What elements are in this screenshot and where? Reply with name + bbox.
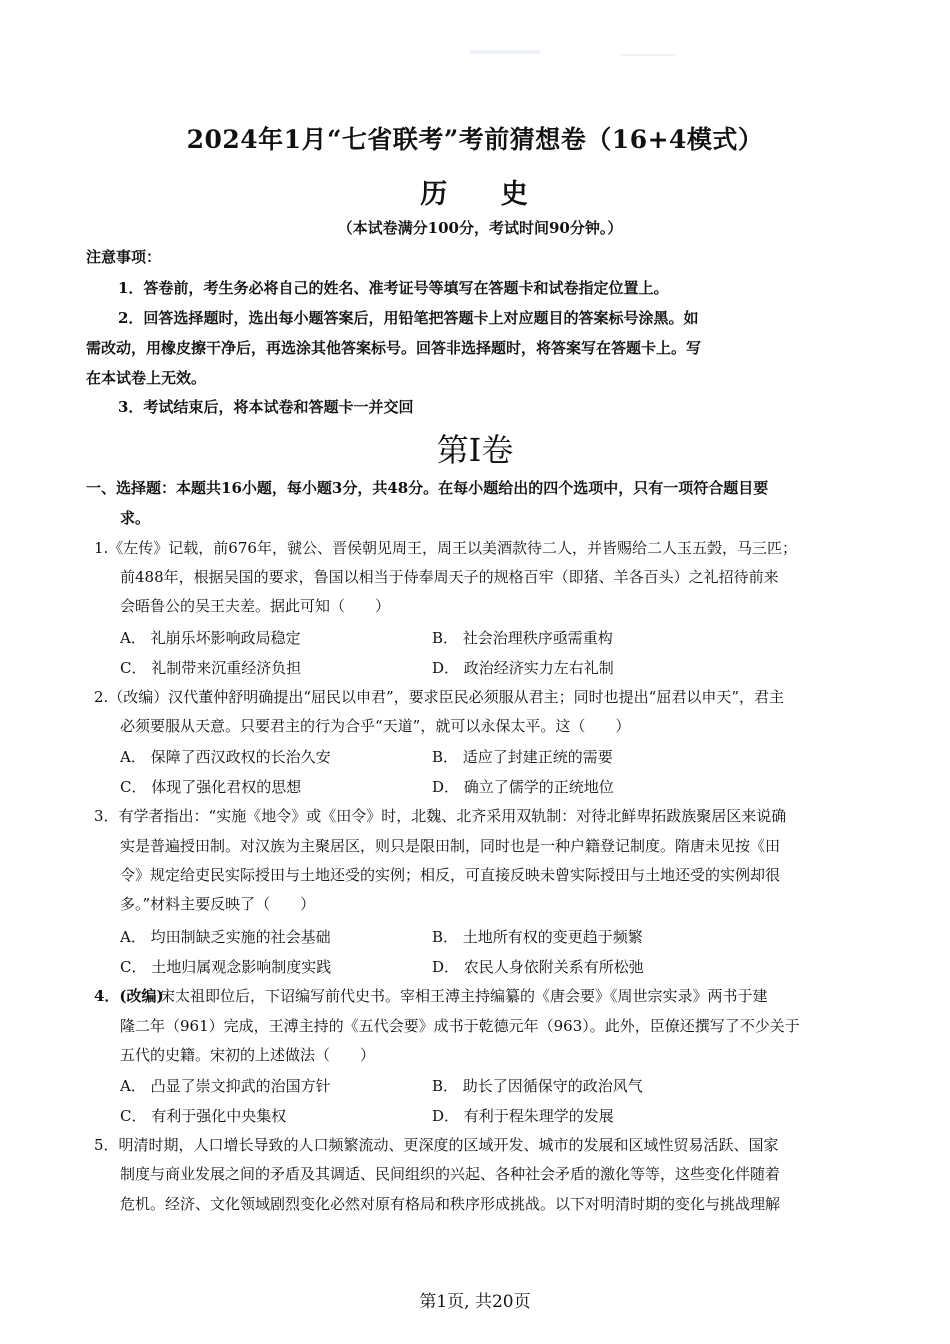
option-c: C． 体现了强化君权的思想 [120, 778, 302, 796]
option-b: B． 社会治理秩序亟需重构 [432, 629, 613, 647]
notice-item-1: 1．答卷前，考生务必将自己的姓名、准考证号等填写在答题卡和试卷指定位置上。 [118, 279, 669, 297]
option-c: C． 有利于强化中央集权 [120, 1107, 287, 1125]
question-text: 5．明清时期，人口增长导致的人口频繁流动、更深度的区域开发、城市的发展和区域性贸易活跃、国家 [94, 1136, 779, 1154]
option-c: C． 土地归属观念影响制度实践 [120, 958, 332, 976]
question-text: 必须要服从天意。只要君主的行为合乎“天道”，就可以永保太平。这（ ） [120, 717, 631, 735]
question-text: 实是普遍授田制。对汉族为主聚居区，则只是限田制，同时也是一种户籍登记制度。隋唐未见按《田 [120, 837, 781, 855]
exam-info: （本试卷满分100分，考试时间90分钟。） [337, 219, 623, 237]
notice-item-2-cont: 需改动，用橡皮擦干净后，再选涂其他答案标号。回答非选择题时，将答案写在答题卡上。写 [86, 339, 702, 357]
option-a: A． 凸显了崇文抑武的治国方针 [120, 1077, 331, 1095]
option-b: B． 助长了因循保守的政治风气 [432, 1077, 643, 1095]
option-a: A． 礼崩乐坏影响政局稳定 [120, 629, 301, 647]
section-heading-cont: 求。 [120, 509, 151, 527]
subject-title: 历 史 [420, 179, 550, 210]
notice-item-3: 3．考试结束后，将本试卷和答题卡一并交回 [118, 398, 414, 416]
page-number: 第1页, 共20页 [419, 1292, 531, 1312]
option-d: D． 确立了儒学的正统地位 [432, 778, 614, 796]
question-text: 2.（改编）汉代董仲舒明确提出“屈民以申君”，要求臣民必须服从君主；同时也提出“屈君以申天”，君主 [94, 688, 784, 706]
volume-title: 第I卷 [436, 431, 514, 469]
option-a: A． 均田制缺乏实施的社会基础 [120, 928, 331, 946]
option-d: D． 政治经济实力左右礼制 [432, 659, 614, 677]
question-text: 五代的史籍。宋初的上述做法（ ） [120, 1046, 376, 1064]
option-d: D． 有利于程朱理学的发展 [432, 1107, 614, 1125]
scan-mark [620, 54, 675, 56]
question-text: 隆二年（961）完成，王溥主持的《五代会要》成书于乾德元年（963）。此外，臣僚还撰写了不少关于 [120, 1017, 800, 1035]
question-text: 1.《左传》记载，前676年，虢公、晋侯朝见周王，周王以美酒款待二人，并皆赐给二人玉五瑴，马三匹； [94, 539, 797, 557]
question-prefix: 4．(改编) [94, 987, 164, 1005]
section-heading: 一、选择题：本题共16小题，每小题3分，共48分。在每小题给出的四个选项中，只有一项符合题目要 [86, 479, 769, 497]
question-text: 3．有学者指出：“实施《地令》或《田令》时，北魏、北齐采用双轨制：对待北鲜卑拓跋族聚居区来说确 [94, 807, 787, 825]
notice-item-2-cont: 在本试卷上无效。 [86, 369, 207, 387]
question-text: 宋太祖即位后，下诏编写前代史书。宰相王溥主持编纂的《唐会要》《周世宗实录》两书于建 [160, 987, 768, 1005]
option-b: B． 适应了封建正统的需要 [432, 748, 613, 766]
option-d: D． 农民人身依附关系有所松弛 [432, 958, 644, 976]
question-text: 令》规定给吏民实际授田与土地还受的实例；相反，可直接反映未曾实际授田与土地还受的实例却很 [120, 866, 781, 884]
scan-mark [470, 50, 540, 54]
option-b: B． 土地所有权的变更趋于频繁 [432, 928, 643, 946]
exam-title: 2024年1月“七省联考”考前猜想卷（16+4模式） [186, 125, 764, 154]
question-text: 前488年，根据吴国的要求，鲁国以相当于侍奉周天子的规格百牢（即猪、羊各百头）之礼招待前来 [120, 568, 779, 586]
option-c: C． 礼制带来沉重经济负担 [120, 659, 302, 677]
question-text: 会晤鲁公的吴王夫差。据此可知（ ） [120, 597, 391, 615]
notice-item-2: 2．回答选择题时，选出每小题答案后，用铅笔把答题卡上对应题目的答案标号涂黑。如 [118, 309, 699, 327]
notice-heading: 注意事项： [86, 248, 162, 266]
question-text: 危机。经济、文化领域剧烈变化必然对原有格局和秩序形成挑战。以下对明清时期的变化与挑战理解 [120, 1195, 781, 1213]
option-a: A． 保障了西汉政权的长治久安 [120, 748, 331, 766]
question-text: 制度与商业发展之间的矛盾及其调适、民间组织的兴起、各种社会矛盾的激化等等，这些变化伴随着 [120, 1165, 781, 1183]
question-text: 多。”材料主要反映了（ ） [120, 895, 316, 913]
